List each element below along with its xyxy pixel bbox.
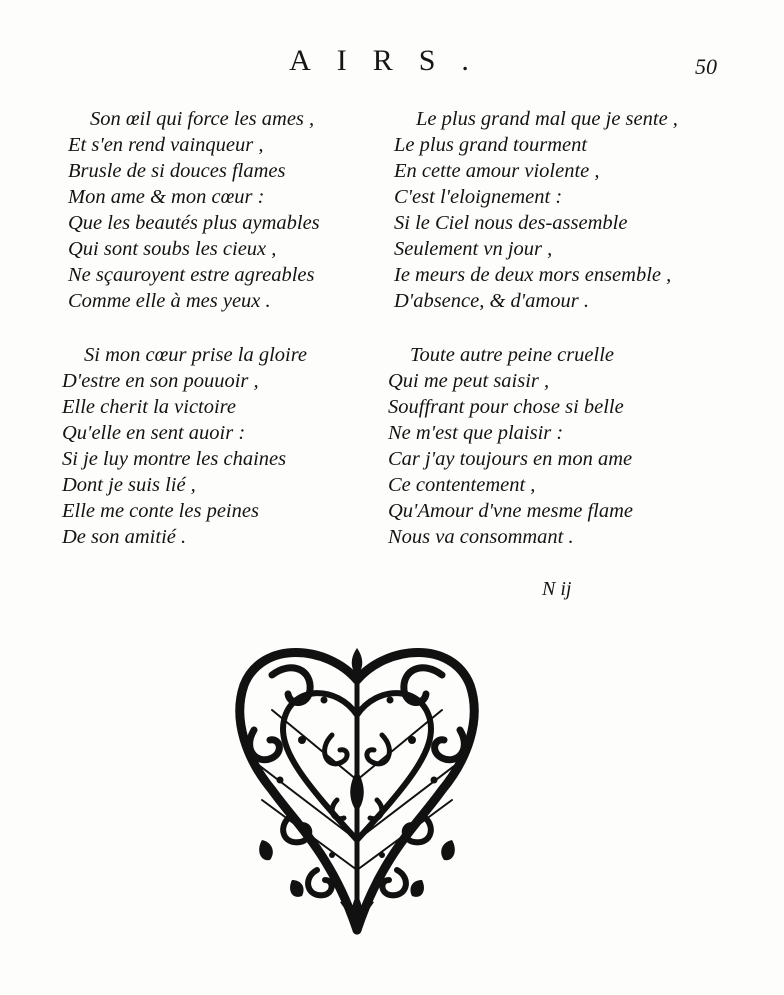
- verse-line: Le plus grand tourment: [394, 134, 588, 156]
- verse-line: C'est l'eloignement :: [394, 186, 563, 208]
- verse-line: Si mon cœur prise la gloire: [84, 344, 308, 366]
- verse-line: Et s'en rend vainqueur ,: [68, 134, 264, 156]
- verse-line: D'absence, & d'amour .: [394, 290, 589, 312]
- verse-line: Ne sçauroyent estre agreables: [68, 264, 315, 286]
- verse-line: Si je luy montre les chaines: [62, 448, 287, 470]
- catchword: N ij: [542, 578, 572, 600]
- verse-line: Ce contentement ,: [388, 474, 536, 496]
- verse-line: Brusle de si douces flames: [68, 160, 286, 182]
- verse-line: Qui sont soubs les cieux ,: [68, 238, 277, 260]
- verse-line: Car j'ay toujours en mon ame: [388, 448, 633, 470]
- verse-line: Qu'Amour d'vne mesme flame: [388, 500, 634, 522]
- verse-line: Qui me peut saisir ,: [388, 370, 550, 392]
- verse-line: Mon ame & mon cœur :: [68, 186, 265, 208]
- running-title: AIRS.: [289, 44, 495, 77]
- verse-line: Souffrant pour chose si belle: [388, 396, 624, 418]
- verse-line: Seulement vn jour ,: [394, 238, 553, 260]
- verse-line: Si le Ciel nous des-assemble: [394, 212, 628, 234]
- verse-line: Dont je suis lié ,: [62, 474, 196, 496]
- verse-line: De son amitié .: [62, 526, 187, 548]
- heart-ornament-icon: [232, 640, 482, 940]
- verse-line: Comme elle à mes yeux .: [68, 290, 271, 312]
- verse-line: Toute autre peine cruelle: [410, 344, 615, 366]
- verse-line: Le plus grand mal que je sente ,: [416, 108, 678, 130]
- verse-line: Que les beautés plus aymables: [68, 212, 320, 234]
- stanza-right-2: [388, 342, 633, 550]
- stanza-left-1: [68, 106, 320, 314]
- verse-line: Ne m'est que plaisir :: [388, 422, 564, 444]
- page-number: 50: [695, 54, 717, 79]
- verse-line: Nous va consommant .: [388, 526, 574, 548]
- verse-line: Elle me conte les peines: [62, 500, 259, 522]
- verse-line: D'estre en son pouuoir ,: [62, 370, 259, 392]
- verse-line: Son œil qui force les ames ,: [90, 108, 315, 130]
- stanza-right-1: [394, 106, 678, 314]
- verse-line: Qu'elle en sent auoir :: [62, 422, 246, 444]
- verse-line: Elle cherit la victoire: [62, 396, 236, 418]
- stanza-left-2: [62, 342, 307, 550]
- verse-line: Ie meurs de deux mors ensemble ,: [394, 264, 672, 286]
- verse-line: En cette amour violente ,: [394, 160, 600, 182]
